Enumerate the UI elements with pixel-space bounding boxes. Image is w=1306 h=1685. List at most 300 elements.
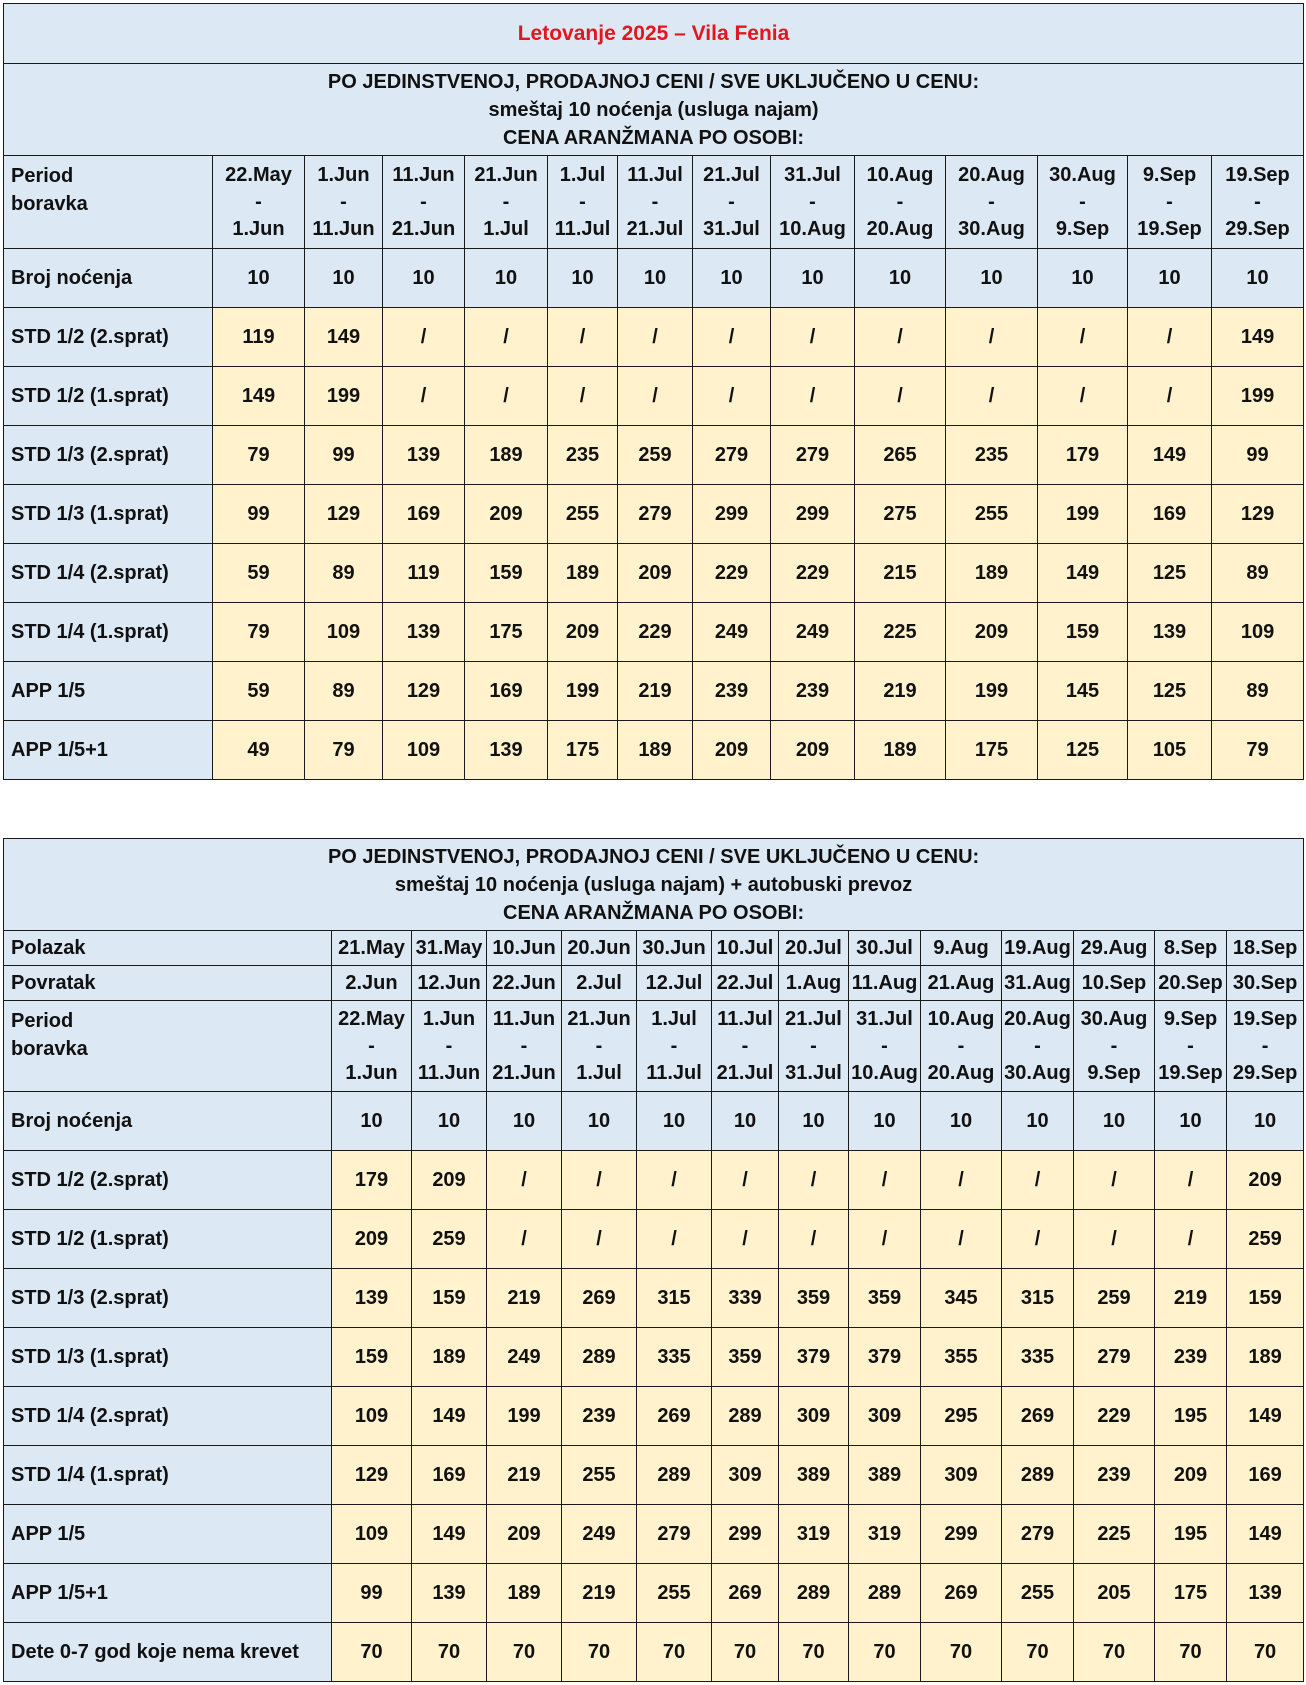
price-cell: 89 <box>1212 544 1304 603</box>
period-row <box>4 1001 1304 1092</box>
price-cell: 139 <box>332 1269 412 1328</box>
price-cell: 309 <box>921 1446 1002 1505</box>
period-label-line: Period <box>11 165 74 187</box>
period-date: - <box>1254 190 1261 213</box>
period-date: - <box>1079 190 1086 213</box>
price-cell: / <box>487 1210 562 1269</box>
period-label <box>4 156 213 249</box>
period-date: 10.Aug <box>927 1007 995 1030</box>
nights-cell: 10 <box>465 249 548 308</box>
table-row <box>4 1269 1304 1328</box>
price-cell: 70 <box>1002 1623 1074 1682</box>
table-row <box>4 367 1304 426</box>
price-cell: 239 <box>562 1387 637 1446</box>
period-cell <box>946 156 1038 249</box>
period-cell <box>1038 156 1128 249</box>
price-cell: / <box>779 1210 849 1269</box>
price-cell: 169 <box>465 662 548 721</box>
return-cell: 31.Aug <box>1002 966 1074 1001</box>
header-line: CENA ARANŽMANA PO OSOBI: <box>503 901 805 924</box>
room-type-label: Dete 0-7 god koje nema krevet <box>4 1623 332 1682</box>
price-cell: 259 <box>1074 1269 1155 1328</box>
price-cell: 219 <box>855 662 946 721</box>
header-line: PO JEDINSTVENOJ, PRODAJNOJ CENI / SVE UKLJUČENO U CENU: <box>327 845 980 868</box>
price-cell: 159 <box>332 1328 412 1387</box>
price-cell: 175 <box>548 721 618 780</box>
price-cell: / <box>849 1210 921 1269</box>
period-date: 9.Sep <box>1087 1061 1141 1084</box>
price-cell: 139 <box>412 1564 487 1623</box>
period-date: - <box>741 1034 749 1057</box>
price-cell: 209 <box>693 721 771 780</box>
price-cell: 70 <box>921 1623 1002 1682</box>
table-row <box>4 544 1304 603</box>
price-cell: 59 <box>213 662 305 721</box>
price-cell: 79 <box>213 603 305 662</box>
period-date: - <box>810 1034 817 1057</box>
period-date: 21.Jun <box>567 1007 631 1030</box>
price-cell: 299 <box>771 485 855 544</box>
price-cell: 359 <box>849 1269 921 1328</box>
price-cell: 219 <box>562 1564 637 1623</box>
price-cell: 299 <box>921 1505 1002 1564</box>
period-cell <box>637 1001 712 1092</box>
nights-cell: 10 <box>1002 1092 1074 1151</box>
room-type-label: STD 1/2 (2.sprat) <box>4 1151 332 1210</box>
price-cell: 209 <box>1155 1446 1227 1505</box>
price-cell: 139 <box>1128 603 1212 662</box>
price-cell: 189 <box>1227 1328 1304 1387</box>
table-row <box>4 308 1304 367</box>
price-cell: 219 <box>487 1446 562 1505</box>
price-cell: 279 <box>1002 1505 1074 1564</box>
price-cell: 79 <box>213 426 305 485</box>
price-cell: 129 <box>332 1446 412 1505</box>
header-line: PO JEDINSTVENOJ, PRODAJNOJ CENI / SVE UKLJUČENO U CENU: <box>327 70 980 93</box>
period-date: 1.Jun <box>232 217 285 240</box>
nights-cell: 10 <box>618 249 693 308</box>
price-cell: 125 <box>1128 662 1212 721</box>
price-cell: 379 <box>779 1328 849 1387</box>
price-cell: 79 <box>1212 721 1304 780</box>
table-row <box>4 1151 1304 1210</box>
nights-cell: 10 <box>305 249 383 308</box>
price-cell: 70 <box>1155 1623 1227 1682</box>
room-type-label: APP 1/5+1 <box>4 1564 332 1623</box>
nights-cell: 10 <box>637 1092 712 1151</box>
departure-cell: 10.Jun <box>487 931 562 966</box>
period-date: 30.Aug <box>1004 1061 1071 1084</box>
price-cell: 379 <box>849 1328 921 1387</box>
departure-cell: 31.May <box>412 931 487 966</box>
table-row <box>4 603 1304 662</box>
price-cell: 259 <box>618 426 693 485</box>
price-cell: / <box>562 1151 637 1210</box>
price-cell: 169 <box>1128 485 1212 544</box>
price-cell: 255 <box>548 485 618 544</box>
period-date: 31.Jul <box>785 1061 842 1084</box>
period-cell <box>332 1001 412 1092</box>
price-cell: 249 <box>487 1328 562 1387</box>
price-cell: 309 <box>712 1446 779 1505</box>
price-cell: 159 <box>1038 603 1128 662</box>
period-date: - <box>809 190 816 213</box>
period-date: 10.Aug <box>779 217 846 240</box>
departure-cell: 9.Aug <box>921 931 1002 966</box>
nights-cell: 10 <box>1128 249 1212 308</box>
price-cell: / <box>712 1151 779 1210</box>
nights-cell: 10 <box>1155 1092 1227 1151</box>
period-date: 21.Jul <box>716 1061 774 1084</box>
table-row <box>4 426 1304 485</box>
departure-cell: 30.Jul <box>849 931 921 966</box>
return-cell: 30.Sep <box>1227 966 1304 1001</box>
period-date: - <box>957 1034 965 1057</box>
nights-cell: 10 <box>332 1092 412 1151</box>
price-cell: 265 <box>855 426 946 485</box>
price-cell: 269 <box>712 1564 779 1623</box>
price-cell: 299 <box>712 1505 779 1564</box>
page-title: Letovanje 2025 – Vila Fenia <box>4 4 1304 64</box>
period-date: 30.Aug <box>958 217 1025 240</box>
period-date: 31.Jul <box>703 217 760 240</box>
period-cell <box>849 1001 921 1092</box>
price-cell: 279 <box>618 485 693 544</box>
price-cell: 359 <box>712 1328 779 1387</box>
period-date: 11.Jul <box>554 217 611 240</box>
price-cell: 225 <box>1074 1505 1155 1564</box>
price-cell: 389 <box>779 1446 849 1505</box>
price-cell: 345 <box>921 1269 1002 1328</box>
price-cell: / <box>548 367 618 426</box>
price-cell: / <box>1038 367 1128 426</box>
nights-label: Broj noćenja <box>4 249 213 308</box>
price-cell: 70 <box>487 1623 562 1682</box>
return-row <box>4 966 1304 1001</box>
price-cell: 175 <box>1155 1564 1227 1623</box>
period-date: 11.Jul <box>717 1007 773 1030</box>
nights-cell: 10 <box>849 1092 921 1151</box>
period-cell <box>562 1001 637 1092</box>
return-cell: 22.Jul <box>712 966 779 1001</box>
price-cell: 125 <box>1128 544 1212 603</box>
period-date: 1.Jun <box>345 1061 398 1084</box>
price-cell: 179 <box>332 1151 412 1210</box>
price-cell: 239 <box>1155 1328 1227 1387</box>
period-cell <box>383 156 465 249</box>
period-date: 1.Jul <box>483 217 529 240</box>
price-cell: 70 <box>412 1623 487 1682</box>
price-cell: 79 <box>305 721 383 780</box>
return-cell: 12.Jun <box>412 966 487 1001</box>
nights-cell: 10 <box>1074 1092 1155 1151</box>
price-cell: 70 <box>562 1623 637 1682</box>
price-cell: 169 <box>383 485 465 544</box>
nights-cell: 10 <box>693 249 771 308</box>
price-cell: 139 <box>383 603 465 662</box>
price-cell: 199 <box>1038 485 1128 544</box>
room-type-label: STD 1/2 (1.sprat) <box>4 1210 332 1269</box>
price-cell: 70 <box>712 1623 779 1682</box>
price-cell: 109 <box>383 721 465 780</box>
period-cell <box>548 156 618 249</box>
period-cell <box>618 156 693 249</box>
return-cell: 2.Jun <box>332 966 412 1001</box>
table-row <box>4 485 1304 544</box>
nights-cell: 10 <box>921 1092 1002 1151</box>
price-cell: 70 <box>332 1623 412 1682</box>
room-type-label: STD 1/4 (2.sprat) <box>4 1387 332 1446</box>
price-cell: 269 <box>637 1387 712 1446</box>
header-line: smeštaj 10 noćenja (usluga najam) + autobuski prevoz <box>394 873 913 896</box>
price-cell: / <box>693 308 771 367</box>
nights-cell: 10 <box>1227 1092 1304 1151</box>
price-cell: / <box>637 1210 712 1269</box>
header-line: CENA ARANŽMANA PO OSOBI: <box>502 126 805 149</box>
price-cell: 199 <box>946 662 1038 721</box>
room-type-label: STD 1/3 (1.sprat) <box>4 1328 332 1387</box>
period-date: 1.Jul <box>576 1061 622 1084</box>
period-cell <box>771 156 855 249</box>
nights-cell: 10 <box>562 1092 637 1151</box>
price-cell: 235 <box>548 426 618 485</box>
return-cell: 12.Jul <box>637 966 712 1001</box>
price-cell: 219 <box>1155 1269 1227 1328</box>
period-cell <box>1128 156 1212 249</box>
price-cell: / <box>771 367 855 426</box>
price-cell: / <box>1128 308 1212 367</box>
price-cell: 109 <box>305 603 383 662</box>
period-row <box>4 156 1304 249</box>
price-cell: 119 <box>213 308 305 367</box>
price-cell: 209 <box>946 603 1038 662</box>
period-date: 21.Jul <box>703 163 760 186</box>
nights-cell: 10 <box>487 1092 562 1151</box>
price-cell: 189 <box>412 1328 487 1387</box>
price-cell: 149 <box>1212 308 1304 367</box>
period-date: 10.Aug <box>851 1061 918 1084</box>
price-cell: 59 <box>213 544 305 603</box>
price-cell: 189 <box>465 426 548 485</box>
price-cell: 249 <box>562 1505 637 1564</box>
price-cell: 259 <box>412 1210 487 1269</box>
period-cell <box>1227 1001 1304 1092</box>
period-cell <box>1155 1001 1227 1092</box>
return-cell: 2.Jul <box>562 966 637 1001</box>
price-cell: 279 <box>1074 1328 1155 1387</box>
price-cell: 195 <box>1155 1505 1227 1564</box>
return-cell: 21.Aug <box>921 966 1002 1001</box>
period-date: - <box>445 1034 453 1057</box>
room-type-label: STD 1/2 (1.sprat) <box>4 367 213 426</box>
return-cell: 10.Sep <box>1074 966 1155 1001</box>
price-cell: / <box>465 308 548 367</box>
price-cell: 315 <box>1002 1269 1074 1328</box>
price-cell: / <box>946 308 1038 367</box>
nights-cell: 10 <box>1038 249 1128 308</box>
price-cell: 229 <box>771 544 855 603</box>
price-cell: / <box>637 1151 712 1210</box>
departure-cell: 20.Jul <box>779 931 849 966</box>
price-cell: 189 <box>487 1564 562 1623</box>
price-cell: 209 <box>618 544 693 603</box>
price-cell: 209 <box>487 1505 562 1564</box>
return-cell: 11.Aug <box>849 966 921 1001</box>
price-cell: 339 <box>712 1269 779 1328</box>
period-date: 31.Jul <box>856 1007 913 1030</box>
price-cell: 109 <box>332 1387 412 1446</box>
price-cell: 225 <box>855 603 946 662</box>
price-cell: 255 <box>946 485 1038 544</box>
price-cell: 70 <box>779 1623 849 1682</box>
price-cell: 279 <box>771 426 855 485</box>
price-cell: 359 <box>779 1269 849 1328</box>
price-cell: / <box>383 308 465 367</box>
room-type-label: APP 1/5 <box>4 662 213 721</box>
price-cell: 70 <box>849 1623 921 1682</box>
period-date: - <box>1034 1034 1041 1057</box>
price-cell: 239 <box>693 662 771 721</box>
nights-cell: 10 <box>779 1092 849 1151</box>
room-type-label: APP 1/5+1 <box>4 721 213 780</box>
price-cell: / <box>855 308 946 367</box>
price-cell: 179 <box>1038 426 1128 485</box>
departure-row <box>4 931 1304 966</box>
price-cell: 239 <box>771 662 855 721</box>
period-date: - <box>502 190 510 213</box>
period-cell <box>855 156 946 249</box>
period-date: - <box>579 190 586 213</box>
period-cell <box>1212 156 1304 249</box>
period-date: - <box>881 1034 888 1057</box>
price-cell: 299 <box>693 485 771 544</box>
return-cell: 20.Sep <box>1155 966 1227 1001</box>
price-cell: 169 <box>1227 1446 1304 1505</box>
price-cell: 289 <box>712 1387 779 1446</box>
period-date: 11.Jul <box>646 1061 702 1084</box>
price-cell: / <box>383 367 465 426</box>
period-cell <box>779 1001 849 1092</box>
period-label <box>4 1001 332 1092</box>
price-cell: 295 <box>921 1387 1002 1446</box>
price-cell: / <box>1002 1210 1074 1269</box>
return-cell: 22.Jun <box>487 966 562 1001</box>
period-date: 9.Sep <box>1142 163 1197 186</box>
period-date: - <box>670 1034 678 1057</box>
period-date: 9.Sep <box>1163 1007 1218 1030</box>
period-cell <box>213 156 305 249</box>
nights-row <box>4 1092 1304 1151</box>
price-cell: 149 <box>1227 1505 1304 1564</box>
room-type-label: STD 1/4 (1.sprat) <box>4 603 213 662</box>
price-cell: 289 <box>1002 1446 1074 1505</box>
period-cell <box>693 156 771 249</box>
price-cell: 89 <box>305 662 383 721</box>
price-cell: / <box>1128 367 1212 426</box>
nights-cell: 10 <box>412 1092 487 1151</box>
period-date: - <box>1187 1034 1194 1057</box>
price-cell: 70 <box>637 1623 712 1682</box>
period-date: 1.Jun <box>317 163 370 186</box>
price-cell: 239 <box>1074 1446 1155 1505</box>
price-cell: 289 <box>637 1446 712 1505</box>
period-date: 20.Aug <box>927 1061 995 1084</box>
return-label: Povratak <box>4 966 332 1001</box>
price-cell: 189 <box>548 544 618 603</box>
price-cell: 275 <box>855 485 946 544</box>
period-date: 10.Aug <box>866 163 934 186</box>
price-cell: 70 <box>1074 1623 1155 1682</box>
nights-cell: 10 <box>771 249 855 308</box>
room-type-label: STD 1/3 (2.sprat) <box>4 426 213 485</box>
room-type-label: STD 1/3 (2.sprat) <box>4 1269 332 1328</box>
price-cell: 195 <box>1155 1387 1227 1446</box>
price-cell: / <box>946 367 1038 426</box>
price-cell: 99 <box>1212 426 1304 485</box>
period-date: - <box>1110 1034 1118 1057</box>
price-cell: 49 <box>213 721 305 780</box>
table-row <box>4 1623 1304 1682</box>
price-cell: 335 <box>1002 1328 1074 1387</box>
price-cell: 249 <box>693 603 771 662</box>
price-cell: 289 <box>779 1564 849 1623</box>
price-cell: / <box>779 1151 849 1210</box>
table-header <box>4 64 1304 156</box>
period-label-line: boravka <box>11 1038 88 1060</box>
period-date: - <box>728 190 735 213</box>
price-cell: 129 <box>383 662 465 721</box>
price-cell: 249 <box>771 603 855 662</box>
price-cell: / <box>921 1151 1002 1210</box>
price-cell: 149 <box>1038 544 1128 603</box>
price-cell: / <box>1038 308 1128 367</box>
period-date: 22.May <box>225 163 292 186</box>
price-cell: 199 <box>548 662 618 721</box>
price-cell: 269 <box>921 1564 1002 1623</box>
price-cell: 175 <box>465 603 548 662</box>
period-date: - <box>520 1034 528 1057</box>
departure-cell: 20.Jun <box>562 931 637 966</box>
price-cell: 289 <box>849 1564 921 1623</box>
price-cell: 89 <box>1212 662 1304 721</box>
room-type-label: STD 1/2 (2.sprat) <box>4 308 213 367</box>
price-cell: / <box>1074 1151 1155 1210</box>
departure-cell: 30.Jun <box>637 931 712 966</box>
price-cell: 145 <box>1038 662 1128 721</box>
price-cell: 139 <box>383 426 465 485</box>
price-cell: 149 <box>1227 1387 1304 1446</box>
price-cell: 235 <box>946 426 1038 485</box>
price-cell: 219 <box>487 1269 562 1328</box>
price-cell: 255 <box>1002 1564 1074 1623</box>
price-cell: 319 <box>779 1505 849 1564</box>
period-cell <box>305 156 383 249</box>
price-cell: 125 <box>1038 721 1128 780</box>
price-cell: 209 <box>1227 1151 1304 1210</box>
price-cell: 209 <box>771 721 855 780</box>
period-date: - <box>420 190 427 213</box>
price-cell: 335 <box>637 1328 712 1387</box>
period-date: 1.Jun <box>422 1007 476 1030</box>
period-cell <box>465 156 548 249</box>
price-cell: 139 <box>1227 1564 1304 1623</box>
price-cell: 99 <box>332 1564 412 1623</box>
nights-cell: 10 <box>946 249 1038 308</box>
period-label-line: Period <box>11 1010 74 1032</box>
price-cell: 159 <box>412 1269 487 1328</box>
price-cell: 129 <box>305 485 383 544</box>
return-cell: 1.Aug <box>779 966 849 1001</box>
